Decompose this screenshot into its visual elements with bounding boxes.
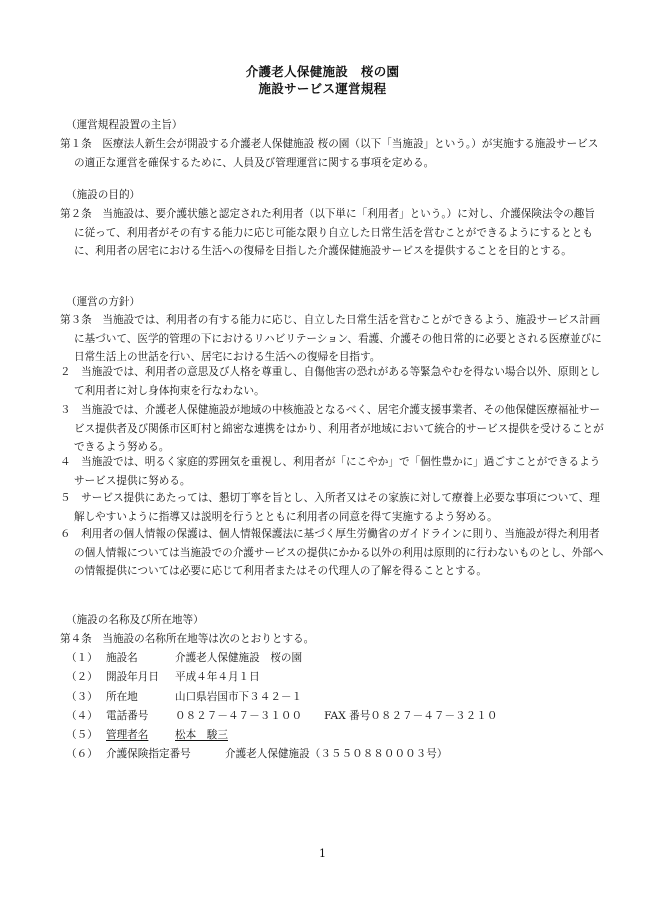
list-item bbox=[60, 688, 600, 707]
section-heading: （施設の名称及び所在地等） bbox=[66, 614, 204, 626]
fax-number: FAX 番号０８２７－４７－３２１０ bbox=[324, 709, 498, 722]
article-2: 第２条 当施設は、要介護状態と認定された利用者（以下単に「利用者」という。）に対し、介護保険法令の趣旨に従って、利用者がその有する能力に応じ可能な限り自立した日常生活を営むことができるようにするとともに、利用者の居宅における生活への復帰を目指した介護保健施設サービスを提供することを目的とする。 bbox=[60, 208, 595, 258]
article-3-clause-4: ４ 当施設では、明るく家庭的雰囲気を重視し、利用者が「にこやか」で「個性豊かに」過ごすことができるようサービス提供に努める。 bbox=[60, 456, 601, 487]
page-number: 1 bbox=[319, 847, 326, 860]
item-label: 管理者名 bbox=[106, 729, 149, 742]
phone-line bbox=[175, 707, 497, 726]
item-label: 所在地 bbox=[106, 690, 138, 703]
article-3: 第３条 当施設では、利用者の有する能力に応じ、自立した日常生活を営むことができるよう、施設サービス計画に基づいて、医学的管理の下におけるリハビリテーション、看護、介護その他日常的に必要とされる医療並びに日常生活上の世話を行い、居宅における生活への復帰を目指す。 bbox=[60, 314, 602, 364]
item-number: （４） bbox=[66, 709, 98, 722]
section-heading: （施設の目的） bbox=[66, 189, 141, 201]
opening-date: 平成４年４月１日 bbox=[175, 671, 260, 684]
article-4: 第４条 当施設の名称所在地等は次のとおりとする。 bbox=[60, 633, 315, 645]
facility-name: 介護老人保健施設 桜の園 bbox=[175, 652, 303, 664]
item-number: （１） bbox=[66, 652, 98, 664]
item-label: 介護保険指定番号 bbox=[106, 748, 191, 761]
address: 山口県岩国市下３４２－１ bbox=[175, 690, 303, 703]
article-3-clause-3: ３ 当施設では、介護老人保健施設が地域の中核施設となるべく、居宅介護支援事業者、その他保健医療福祉サービス提供者及び関係市区町村と綿密な連携をはかり、利用者が地域において統合的サービス提供を受けることができるよう努める。 bbox=[60, 404, 604, 454]
document-subtitle: 施設サービス運営規程 bbox=[258, 81, 387, 96]
document-title: 介護老人保健施設 桜の園 bbox=[245, 64, 400, 79]
facility-info-list bbox=[60, 649, 600, 765]
article-1: 第１条 医療法人新生会が開設する介護老人保健施設 桜の園（以下「当施設」という。）が実施する施設サービスの適正な運営を確保するために、人員及び管理運営に関する事項を定める。 bbox=[60, 138, 599, 169]
item-number: （６） bbox=[66, 748, 98, 761]
article-3-clause-2: ２ 当施設では、利用者の意思及び人格を尊重し、自傷他害の恐れがある等緊急やむを得ない場合以外、原則として利用者に対し身体拘束を行なわない。 bbox=[60, 366, 601, 397]
section-heading: （運営規程設置の主旨） bbox=[66, 119, 183, 131]
article-3-clause-5: ５ サービス提供にあたっては、懇切丁寧を旨とし、入所者又はその家族に対して療養上必要な事項について、理解しやすいように指導又は説明を行うとともに利用者の同意を得て実施するよう努める。 bbox=[60, 492, 600, 523]
list-item bbox=[60, 726, 600, 745]
phone-number: ０８２７－４７－３１００ bbox=[175, 709, 303, 722]
manager-name: 松本 駿三 bbox=[175, 729, 228, 742]
list-item bbox=[60, 707, 600, 726]
designation-number: 介護老人保健施設（３５５０８８０００３号） bbox=[225, 748, 448, 761]
list-item bbox=[60, 668, 600, 687]
section-heading: （運営の方針） bbox=[66, 296, 141, 308]
item-label: 電話番号 bbox=[106, 709, 149, 722]
item-number: （３） bbox=[66, 690, 98, 703]
list-item bbox=[60, 649, 600, 668]
item-number: （２） bbox=[66, 671, 98, 684]
list-item bbox=[60, 745, 600, 764]
item-label: 開設年月日 bbox=[106, 671, 159, 684]
article-3-clause-6: ６ 利用者の個人情報の保護は、個人情報保護法に基づく厚生労働省のガイドラインに則り、当施設が得た利用者の個人情報については当施設での介護サービスの提供にかかる以外の利用は原則的に行わないものとし、外部への情報提供については必要に応じて利用者またはその代理人の了解を得ることとする。 bbox=[60, 528, 604, 578]
item-label: 施設名 bbox=[106, 652, 138, 664]
item-number: （５） bbox=[66, 729, 98, 742]
